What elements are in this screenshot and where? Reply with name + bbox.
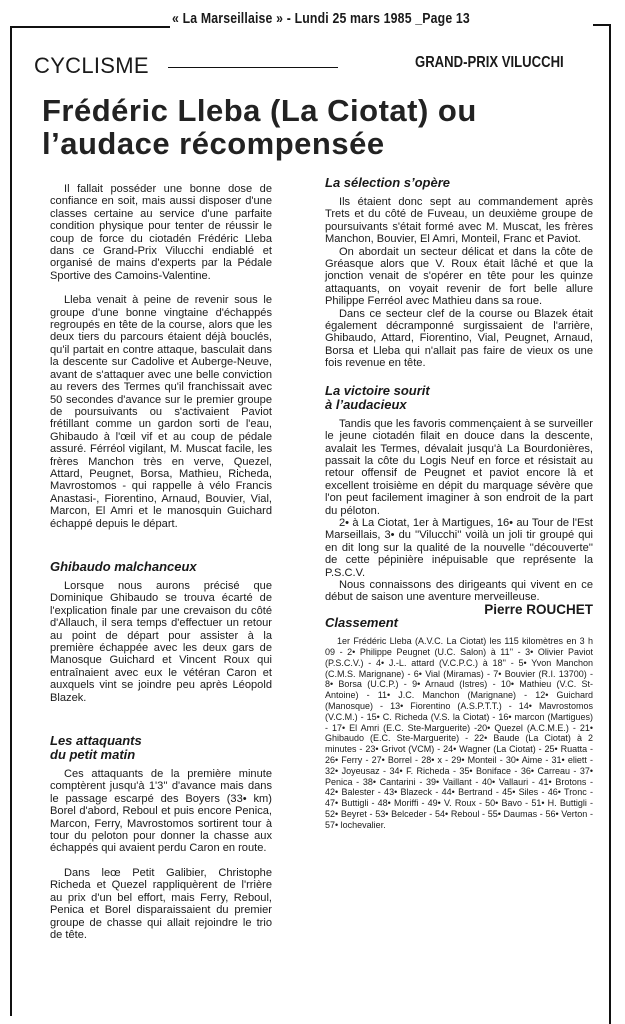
headline-line-2: l’audace récompensée bbox=[42, 126, 385, 161]
subheading-line-1: La victoire sourit bbox=[325, 382, 430, 398]
paragraph: Dans ce secteur clef de la course ou Blazek était également décramponné surgissaient de l'arrière, Ghibaudo, Attard, Fiorentino, Vial, Peugnet, Arnaud, Borsa et Lleba qui n'allait pas faire de vieux os une fois revenue en tête. bbox=[325, 307, 593, 370]
paragraph: On abordait un secteur délicat et dans la côte de Gréasque alors que V. Roux était lâché et que la jonction venait de s'opérer en tête pour les quinze attaquants, on voyait revenir de fort belle allure Philippe Ferréol avec Mathieu dans sa roue. bbox=[325, 245, 593, 308]
paragraph: Dans leœ Petit Galibier, Christophe Richeda et Quezel rappliquèrent de l'rrière au prix d'un bel effort, mais Ferry, Reboul, Penica et Borel disparaissaient du premier groupe de chasse qui allait rejoindre le trio de tête. bbox=[50, 866, 272, 941]
author-byline: Pierre ROUCHET bbox=[484, 601, 593, 617]
subheading-line-1: Les attaquants bbox=[50, 733, 142, 749]
newspaper-masthead: « La Marseillaise » - Lundi 25 mars 1985 _Page 13 bbox=[172, 10, 470, 27]
frame-border-left bbox=[10, 26, 12, 1016]
subheading bbox=[50, 734, 272, 762]
article-headline bbox=[42, 94, 477, 160]
paragraph: Ils étaient donc sept au commandement après Trets et du côté de Fuveau, un deuxième groupe de poursuivants s'était formé avec M. Muscat, les frères Manchon, Bouvier, El Amri, Monteil, Franc et Paviot. bbox=[325, 196, 593, 246]
frame-border-top-right bbox=[593, 24, 611, 26]
paragraph: Lorsque nous aurons précisé que Dominique Ghibaudo se trouva écarté de l'explication finale par une crevaison du côté d'Allauch, il sera temps d'effectuer un retour au point de départ pour assister à la première échappée avec les deux gars de Manosque Guichard et Vincent Roux qui entraînaient avec eux le vétéran Caron et auxquels vint se joindre peu après Léopold Blazek. bbox=[50, 579, 272, 704]
results-list bbox=[325, 636, 593, 830]
headline-line-1: Frédéric Lleba (La Ciotat) ou bbox=[42, 93, 477, 128]
event-label: GRAND-PRIX VILUCCHI bbox=[415, 54, 564, 71]
article-column-left bbox=[50, 183, 272, 941]
paragraph: Ces attaquants de la première minute comptèrent jusqu'à 1'3'' d'avance mais dans le passage escarpé des Boyers (33• km) Borel d'abord, Reboul et puis encore Penica, Marcon, Ferry, Mavrostomos sortirent tour à tour du peloton pour donner la chasse aux échappés qui avaient perdu Caron en route. bbox=[50, 768, 272, 855]
paragraph: Lleba venait à peine de revenir sous le groupe d'une bonne vingtaine d'échappés regroupés en tête de la course, alors que les deux tiers du parcours étaient déjà bouclés, qu'il partait en contre attaque, basculait dans la descente sur Cadolive et Auberge-Neuve, avant de s'attaquer avec une belle conviction au revers des Termes qu'il franchissait avec 50 secondes d'avance sur le premier groupe de poursuivants ou s'activaient Paviot frétillant comme un gardon sorti de l'eau, Ghibaudo à l'œil vif et au coup de pédale assuré. Férréol vigilant, M. Muscat facile, les frères Manchon très en verve, Quezel, Attard, Peugnet, Borsa, Mathieu, Richeda, Mavrostomos - qui rappelle à vélo Francis Anastasi-, Fiorentino, Arnaud, Bouvier, Vial, Marcon, El Amri et le manosquin Guichard échappé depuis le départ. bbox=[50, 294, 272, 530]
frame-border-top-left bbox=[10, 26, 170, 28]
paragraph: Tandis que les favoris commençaient à se surveiller le jeune ciotadén filait en douce dans la descente, avalait les Termes, dévalait jusqu'à La Bourdonières, passait la côte du Logis Neuf en force et résistait au retour offensif de Peugnet et paviot encore là et excellent troisième en dépit du marquage sévère que l'on peut facilement imaginer à son endroit de la part du péloton. bbox=[325, 417, 593, 517]
frame-border-right bbox=[609, 24, 611, 1024]
article-column-right bbox=[325, 176, 593, 831]
subheading-line-2: du petit matin bbox=[50, 747, 136, 763]
subheading-line-2: à l’audacieux bbox=[325, 396, 407, 412]
subheading: Classement bbox=[325, 615, 398, 631]
subheading bbox=[325, 384, 593, 412]
results-text: 1er Frédéric Lleba (A.V.C. La Ciotat) les 115 kilomètres en 3 h 09 - 2• Philippe Peugnet (U.C. Salon) à 11'' - 3• Olivier Paviot (P.S.C.V.) - 4• J.-L. attard (V.C.P.C.) à 18'' - 5• Yvon Manchon (C.M.S. Marignane) - 6• Vial (Miramas) - 7• Bouvier (R.I. 13700) - 8• Borsa (U.C.P.) - 9• Arnaud (Istres) - 10• Mathieu (V.C. St-Antoine) - 11• J.C. Manchon (Marignane) - 12• Guichard (Manosque) - 13• Fiorentino (A.S.P.T.T.) - 14• Mavrostomos (V.C.M.) - 15• C. Richeda (V.S. la Ciotat) - 16• marcon (Martigues) - 17• El Amri (E.C. Ste-Marguerite) -20• Quezel (A.C.M.E.) - 21• Ghibaudo (E.C. Ste-Marguerite) - 22• Baude (La Ciotat) à 2 minutes - 23• Grivot (VCM) - 24• Wagner (La Ciotat) - 25• Ruatta - 26• Ferry - 27• Borrel - 28• x - 29• Monteil - 30• Aime - 31• eliett - 32• Joyeusaz - 34• F. Richeda - 35• Boniface - 36• Carreau - 37• Penica - 38• Cantarini - 39• Vaillant - 40• Vallauri - 41• Brotons - 42• Balester - 43• Blazeck - 44• Bertrand - 45• Siles - 46• Tronc - 47• Buttigli - 48• Moriffi - 49• V. Roux - 50• Bavo - 51• H. Buttigli - 52• Beyret - 53• Belceder - 54• Reboul - 55• Daumas - 56• Verton - 57• lochevalier. bbox=[325, 636, 593, 830]
section-divider bbox=[168, 67, 338, 68]
paragraph: Il fallait posséder une bonne dose de confiance en soit, mais aussi disposer d'une classes certaine au service d'une parfaite condition physique pour tenter de réussir le coup de force du ciotadén Frédéric Lleba dans ce Grand-Prix Vilucchi endiablé et organisé de mains d'experts par la Pédale Sportive des Camoins-Valentine. bbox=[50, 183, 272, 282]
paragraph: Nous connaissons des dirigeants qui vivent en ce début de saison une aventure merveilleuse. bbox=[325, 578, 593, 604]
subheading: Ghibaudo malchanceux bbox=[50, 558, 197, 574]
paragraph: 2• à La Ciotat, 1er à Martigues, 16• au Tour de l'Est Marseillais, 3• du ''Vilucchi'' voilà un joli tir groupé qui en dit long sur la qualité de la nouvelle ''découverte'' de cette pépinière inépuisable que représente la P.S.C.V. bbox=[325, 516, 593, 579]
subheading: La sélection s’opère bbox=[325, 175, 450, 190]
section-label: CYCLISME bbox=[34, 53, 149, 78]
